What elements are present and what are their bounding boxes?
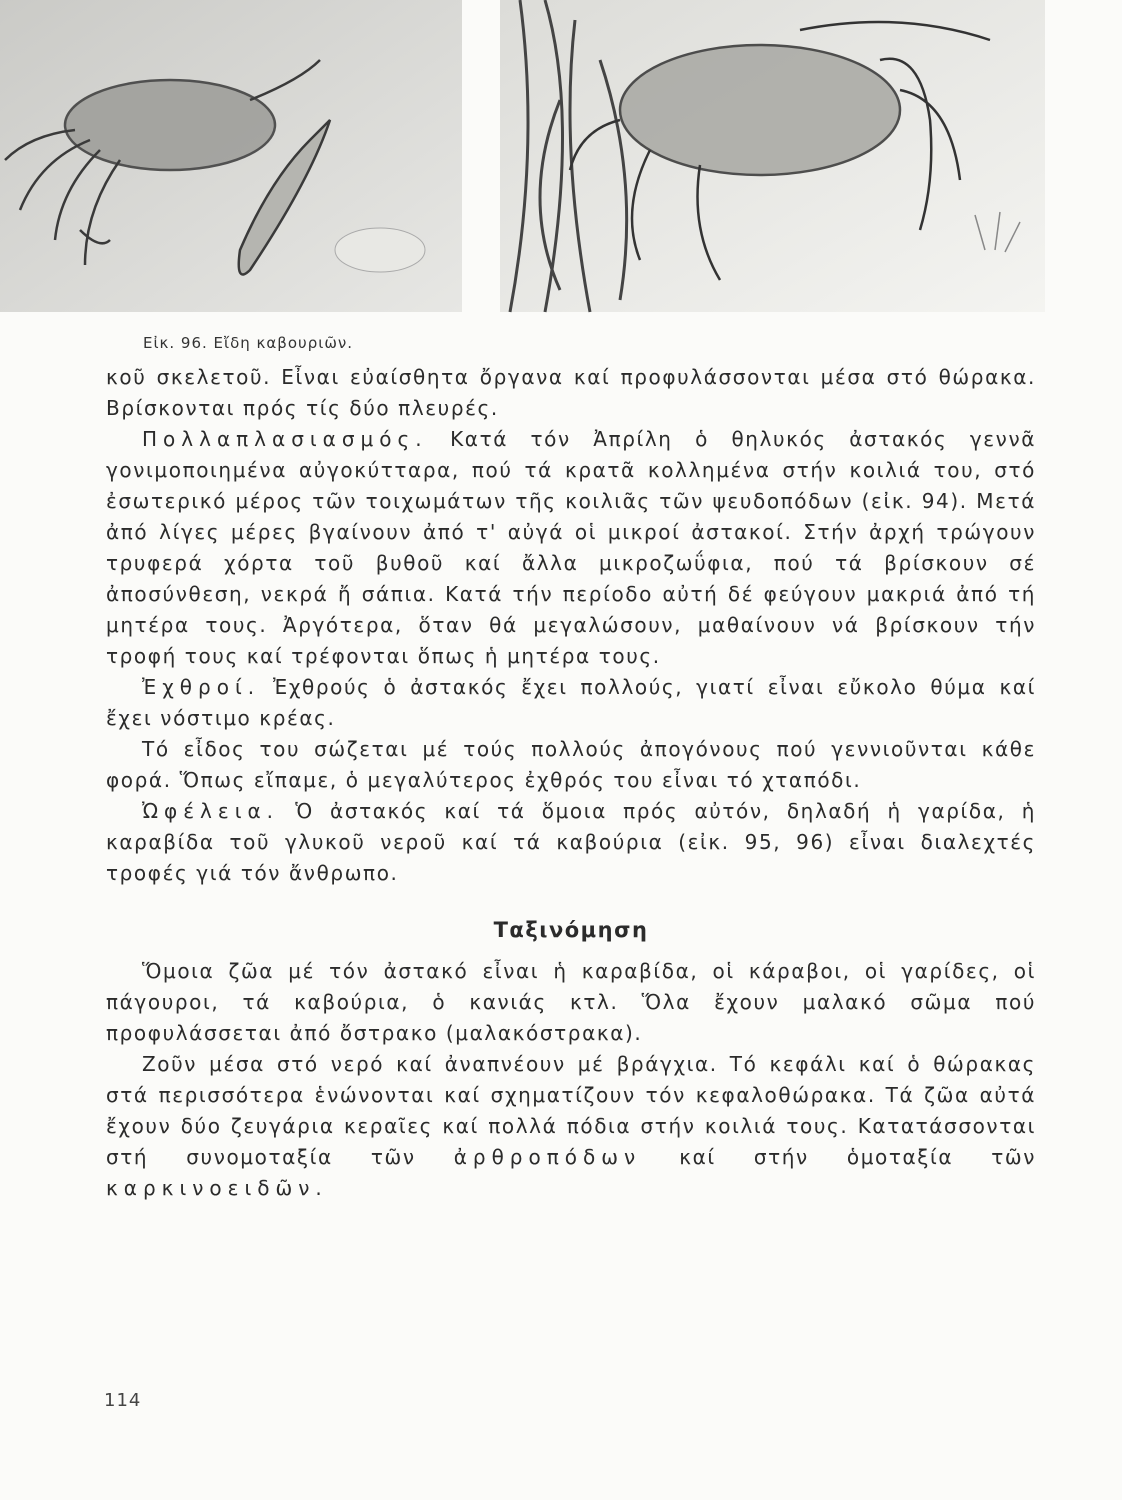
page-number: 114: [104, 1390, 142, 1411]
paragraph-multiplication: [106, 424, 1036, 672]
paragraph-enemies: [106, 672, 1036, 734]
paragraph-7: [106, 1049, 1036, 1204]
paragraph-enemies-text: Ἐχθρούς ὁ ἀστακός ἔχει πολλούς, γιατί εἶναι εὔκολο θύμα καί ἔχει νόστιμο κρέας.: [106, 675, 1036, 730]
term-multiplication: Πολλαπλασιασμός.: [142, 427, 428, 451]
paragraph-benefit: [106, 796, 1036, 889]
term-arthropods: ἀρθροπόδων: [453, 1145, 642, 1169]
paragraph-4: Τό εἶδος του σώζεται μέ τούς πολλούς ἀπογόνους πού γεννιοῦνται κάθε φορά. Ὅπως εἴπαμε, ὁ μεγαλύτερος ἐχθρός του εἶναι τό χταπόδι.: [106, 737, 1036, 792]
paragraph-7-text: Ζοῦν μέσα στό νερό καί ἀναπνέουν μέ βράγχια. Τό κεφάλι καί ὁ θώρακας στά περισσότερα ἑνώνονται καί σχηματίζουν τόν κεφαλοθώρακα. Τά ζῶα αὐτά ἔχουν δύο ζευγάρια κεραῖες καί πολλά πόδια στήν κοιλιά τους. Κατατάσσονται στή συνομοταξία τῶν: [106, 1052, 1036, 1169]
main-text: [106, 362, 1036, 1204]
section-heading: Ταξινόμηση: [493, 918, 649, 942]
paragraph-6: Ὅμοια ζῶα μέ τόν ἀστακό εἶναι ἡ καραβίδα, οἱ κάραβοι, οἱ γαρίδες, οἱ πάγουροι, τά καβούρια, ὁ κανιάς κτλ. Ὅλα ἔχουν μαλακό σῶμα πού προφυλάσσεται ἀπό ὄστρακο (μαλακόστρακα).: [106, 959, 1036, 1045]
paragraph-multiplication-text: Κατά τόν Ἀπρίλη ὁ θηλυκός ἀστακός γεννᾶ γονιμοποιημένα αὐγοκύτταρα, πού τά κρατᾶ κολλημένα στήν κοιλιά του, στό ἐσωτερικό μέρος τῶν τοιχωμάτων τῆς κοιλιᾶς τῶν ψευδοπόδων (εἰκ. 94). Μετά ἀπό λίγες μέρες βγαίνουν ἀπό τ' αὐγά οἱ μικροί ἀστακοί. Στήν ἀρχή τρώγουν τρυφερά χόρτα τοῦ βυθοῦ καί ἄλλα μικροζωΰφια, πού τά βρίσκουν σέ ἀποσύνθεση, νεκρά ἤ σάπια. Κατά τήν περίοδο αὐτή δέ φεύγουν μακριά ἀπό τή μητέρα τους. Ἀργότερα, ὅταν θά μεγαλώσουν, μαθαίνουν νά βρίσκουν τήν τροφή τους καί τρέφονται ὅπως ἡ μητέρα τους.: [106, 427, 1036, 668]
crab-illustration: [0, 0, 1045, 320]
term-crustaceans: καρκινοειδῶν: [106, 1176, 316, 1200]
term-enemies: Ἐχθροί.: [142, 675, 261, 699]
term-benefit: Ὠφέλεια.: [142, 799, 280, 823]
figure-caption: Εἰκ. 96. Εἴδη καβουριῶν.: [143, 334, 354, 352]
paragraph-7-end: .: [315, 1176, 324, 1200]
paragraph-1: κοῦ σκελετοῦ. Εἶναι εὐαίσθητα ὄργανα καί προφυλάσσονται μέσα στό θώρακα. Βρίσκονται πρός τίς δύο πλευρές.: [106, 365, 1036, 420]
paragraph-benefit-text: Ὁ ἀστακός καί τά ὅμοια πρός αὐτόν, δηλαδή ἡ γαρίδα, ἡ καραβίδα τοῦ γλυκοῦ νεροῦ καί τά καβούρια (εἰκ. 95, 96) εἶναι διαλεχτές τροφές γιά τόν ἄνθρωπο.: [106, 799, 1036, 885]
paragraph-7-mid: καί στήν ὁμοταξία τῶν: [641, 1145, 1037, 1169]
